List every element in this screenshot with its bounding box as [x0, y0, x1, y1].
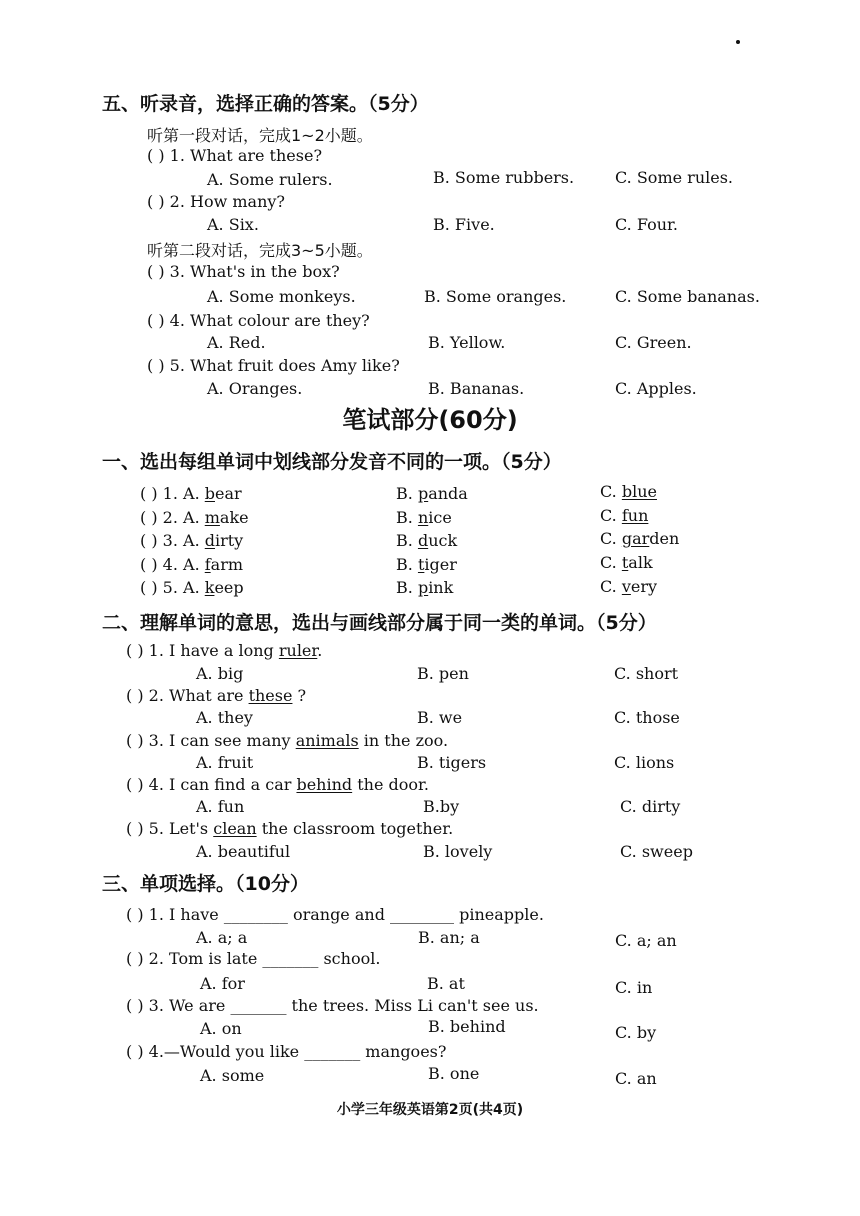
s1-q5-c-label: C.: [600, 577, 622, 596]
s2-q5-a: A. beautiful: [196, 842, 291, 861]
s2-q1-a: A. big: [196, 664, 244, 683]
s5-q1-b: B. Some rubbers.: [433, 168, 575, 187]
s5-q1-c: C. Some rules.: [615, 168, 733, 187]
s1-q4-a-underlined: f: [204, 555, 211, 574]
section-5-sub1: 听第一段对话，完成1~2小题。: [147, 126, 373, 145]
s1-q5-b-rest: ink: [428, 578, 454, 597]
s5-q3-c: C. Some bananas.: [615, 287, 760, 306]
s1-q5-b: [396, 578, 453, 597]
s1-q4-a-rest: arm: [210, 555, 244, 574]
s5-q4-c: C. Green.: [615, 333, 692, 352]
s2-q4-a: A. fun: [196, 797, 245, 816]
s1-q3-c: [600, 529, 679, 548]
section-2-title: 二、理解单词的意思，选出与画线部分属于同一类的单词。（5分）: [102, 612, 657, 634]
s5-q3: ( ) 3. What's in the box?: [147, 262, 340, 281]
s1-q2-c-underlined: fun: [621, 506, 649, 525]
s5-q2-a: A. Six.: [207, 215, 259, 234]
s1-q5-c-rest: ery: [630, 577, 658, 596]
s1-q3-b-underlined: d: [417, 531, 429, 550]
s2-q2-c: C. those: [614, 708, 680, 727]
s2-q5-post: the classroom together.: [256, 819, 454, 838]
s1-q5-c: [600, 577, 657, 596]
s5-q4-a: A. Red.: [207, 333, 266, 352]
s5-q1: ( ) 1. What are these?: [147, 146, 323, 165]
s1-q4-b: [396, 555, 457, 574]
s3-q1-a: A. a; a: [196, 928, 248, 947]
s1-q5-a-underlined: k: [204, 578, 215, 597]
s1-q2-b-underlined: n: [417, 508, 429, 527]
s2-q2: [126, 686, 306, 705]
s5-q1-a: A. Some rulers.: [207, 170, 333, 189]
s2-q4-post: the door.: [352, 775, 430, 794]
s1-q1-c-underlined: blue: [621, 482, 657, 501]
section-3-title: 三、单项选择。（10分）: [102, 873, 309, 895]
s2-q5: [126, 819, 453, 838]
s1-q1-prefix: ( ) 1. A.: [140, 484, 205, 503]
s3-q1: ( ) 1. I have ________ orange and ________ pineapple.: [126, 905, 544, 924]
s2-q4-b: B.by: [423, 797, 460, 816]
s3-q2-c: C. in: [615, 978, 653, 997]
s1-q4-b-underlined: t: [417, 555, 425, 574]
s1-q5-b-underlined: p: [417, 578, 429, 597]
s1-q3-b: [396, 531, 457, 550]
s2-q4-c: C. dirty: [620, 797, 681, 816]
s1-q3-c-label: C.: [600, 529, 622, 548]
s1-q4-b-rest: iger: [424, 555, 457, 574]
s2-q4: [126, 775, 429, 794]
s5-q4: ( ) 4. What colour are they?: [147, 311, 370, 330]
s1-q1-b-label: B.: [396, 484, 418, 503]
s2-q1-b: B. pen: [417, 664, 469, 683]
s1-q1-a-underlined: b: [204, 484, 215, 503]
s2-q1-underlined: ruler: [278, 641, 318, 660]
s2-q1-pre: ( ) 1. I have a long: [126, 641, 279, 660]
s2-q3: [126, 731, 448, 750]
s1-q2-c: [600, 506, 648, 525]
s5-q3-a: A. Some monkeys.: [207, 287, 356, 306]
s2-q4-pre: ( ) 4. I can find a car: [126, 775, 297, 794]
s1-q1-c-label: C.: [600, 482, 622, 501]
s1-q1-c: [600, 482, 657, 501]
s1-q2-b: [396, 508, 452, 527]
s3-q3-b: B. behind: [428, 1017, 506, 1036]
s5-q3-b: B. Some oranges.: [424, 287, 567, 306]
s3-q1-c: C. a; an: [615, 931, 677, 950]
s3-q3-a: A. on: [200, 1019, 242, 1038]
s1-q3-a-rest: irty: [214, 531, 244, 550]
s2-q1-post: .: [317, 641, 323, 660]
s2-q4-underlined: behind: [296, 775, 353, 794]
s2-q3-a: A. fruit: [196, 753, 254, 772]
s1-q1: [140, 484, 242, 503]
s2-q2-a: A. they: [196, 708, 253, 727]
section-1-title: 一、选出每组单词中划线部分发音不同的一项。（5分）: [102, 451, 562, 473]
section-5-title: 五、听录音，选择正确的答案。（5分）: [102, 93, 429, 115]
s1-q3-a-underlined: d: [204, 531, 215, 550]
s5-q5-a: A. Oranges.: [207, 379, 303, 398]
written-part-title: 笔试部分(60分): [342, 406, 518, 434]
s3-q4-a: A. some: [200, 1066, 265, 1085]
s2-q2-underlined: these: [248, 686, 293, 705]
s2-q2-b: B. we: [417, 708, 463, 727]
s2-q3-post: in the zoo.: [358, 731, 449, 750]
s5-q4-b: B. Yellow.: [428, 333, 506, 352]
s3-q4-b: B. one: [428, 1064, 480, 1083]
s1-q5: [140, 578, 244, 597]
s1-q4-c: [600, 553, 653, 572]
s2-q2-pre: ( ) 2. What are: [126, 686, 249, 705]
s1-q1-b-rest: anda: [428, 484, 468, 503]
scan-dot: [736, 40, 740, 44]
s3-q4: ( ) 4.—Would you like _______ mangoes?: [126, 1042, 447, 1061]
s1-q1-b: [396, 484, 468, 503]
s1-q1-b-underlined: p: [417, 484, 429, 503]
s2-q3-pre: ( ) 3. I can see many: [126, 731, 296, 750]
page-footer: 小学三年级英语第2页(共4页): [336, 1102, 524, 1118]
s1-q5-c-underlined: v: [621, 577, 631, 596]
s3-q2: ( ) 2. Tom is late _______ school.: [126, 949, 381, 968]
s1-q3: [140, 531, 243, 550]
s2-q5-c: C. sweep: [620, 842, 693, 861]
s1-q2-b-label: B.: [396, 508, 418, 527]
s1-q2-a-rest: ake: [219, 508, 249, 527]
s5-q5-c: C. Apples.: [615, 379, 697, 398]
s3-q2-a: A. for: [200, 974, 245, 993]
s2-q3-underlined: animals: [295, 731, 359, 750]
s1-q2-b-rest: ice: [428, 508, 452, 527]
s5-q2: ( ) 2. How many?: [147, 192, 286, 211]
s2-q3-b: B. tigers: [417, 753, 487, 772]
s1-q4-prefix: ( ) 4. A.: [140, 555, 205, 574]
s3-q4-c: C. an: [615, 1069, 657, 1088]
s5-q5-b: B. Bananas.: [428, 379, 525, 398]
s2-q5-b: B. lovely: [423, 842, 493, 861]
s5-q5: ( ) 5. What fruit does Amy like?: [147, 356, 400, 375]
s1-q4-c-underlined: t: [621, 553, 629, 572]
s3-q2-b: B. at: [427, 974, 465, 993]
s1-q4-c-rest: alk: [628, 553, 653, 572]
s1-q5-prefix: ( ) 5. A.: [140, 578, 205, 597]
s1-q3-b-rest: uck: [428, 531, 458, 550]
s2-q1-c: C. short: [614, 664, 679, 683]
s1-q4-b-label: B.: [396, 555, 418, 574]
s3-q1-b: B. an; a: [418, 928, 480, 947]
s1-q2-c-label: C.: [600, 506, 622, 525]
s1-q5-a-rest: eep: [214, 578, 244, 597]
s3-q3-c: C. by: [615, 1023, 657, 1042]
s1-q2-prefix: ( ) 2. A.: [140, 508, 205, 527]
s2-q5-pre: ( ) 5. Let's: [126, 819, 214, 838]
section-5-sub2: 听第二段对话，完成3~5小题。: [147, 241, 373, 260]
s1-q3-b-label: B.: [396, 531, 418, 550]
s2-q3-c: C. lions: [614, 753, 675, 772]
s5-q2-b: B. Five.: [433, 215, 495, 234]
s2-q1: [126, 641, 322, 660]
s1-q4: [140, 555, 243, 574]
s1-q3-prefix: ( ) 3. A.: [140, 531, 205, 550]
s3-q3: ( ) 3. We are _______ the trees. Miss Li can't see us.: [126, 996, 539, 1015]
s2-q5-underlined: clean: [213, 819, 257, 838]
s2-q2-post: ?: [292, 686, 307, 705]
s1-q2: [140, 508, 249, 527]
s1-q1-a-rest: ear: [214, 484, 242, 503]
s1-q3-c-rest: den: [649, 529, 680, 548]
s1-q2-a-underlined: m: [204, 508, 220, 527]
s1-q3-c-underlined: gar: [621, 529, 650, 548]
s5-q2-c: C. Four.: [615, 215, 678, 234]
s1-q4-c-label: C.: [600, 553, 622, 572]
s1-q5-b-label: B.: [396, 578, 418, 597]
